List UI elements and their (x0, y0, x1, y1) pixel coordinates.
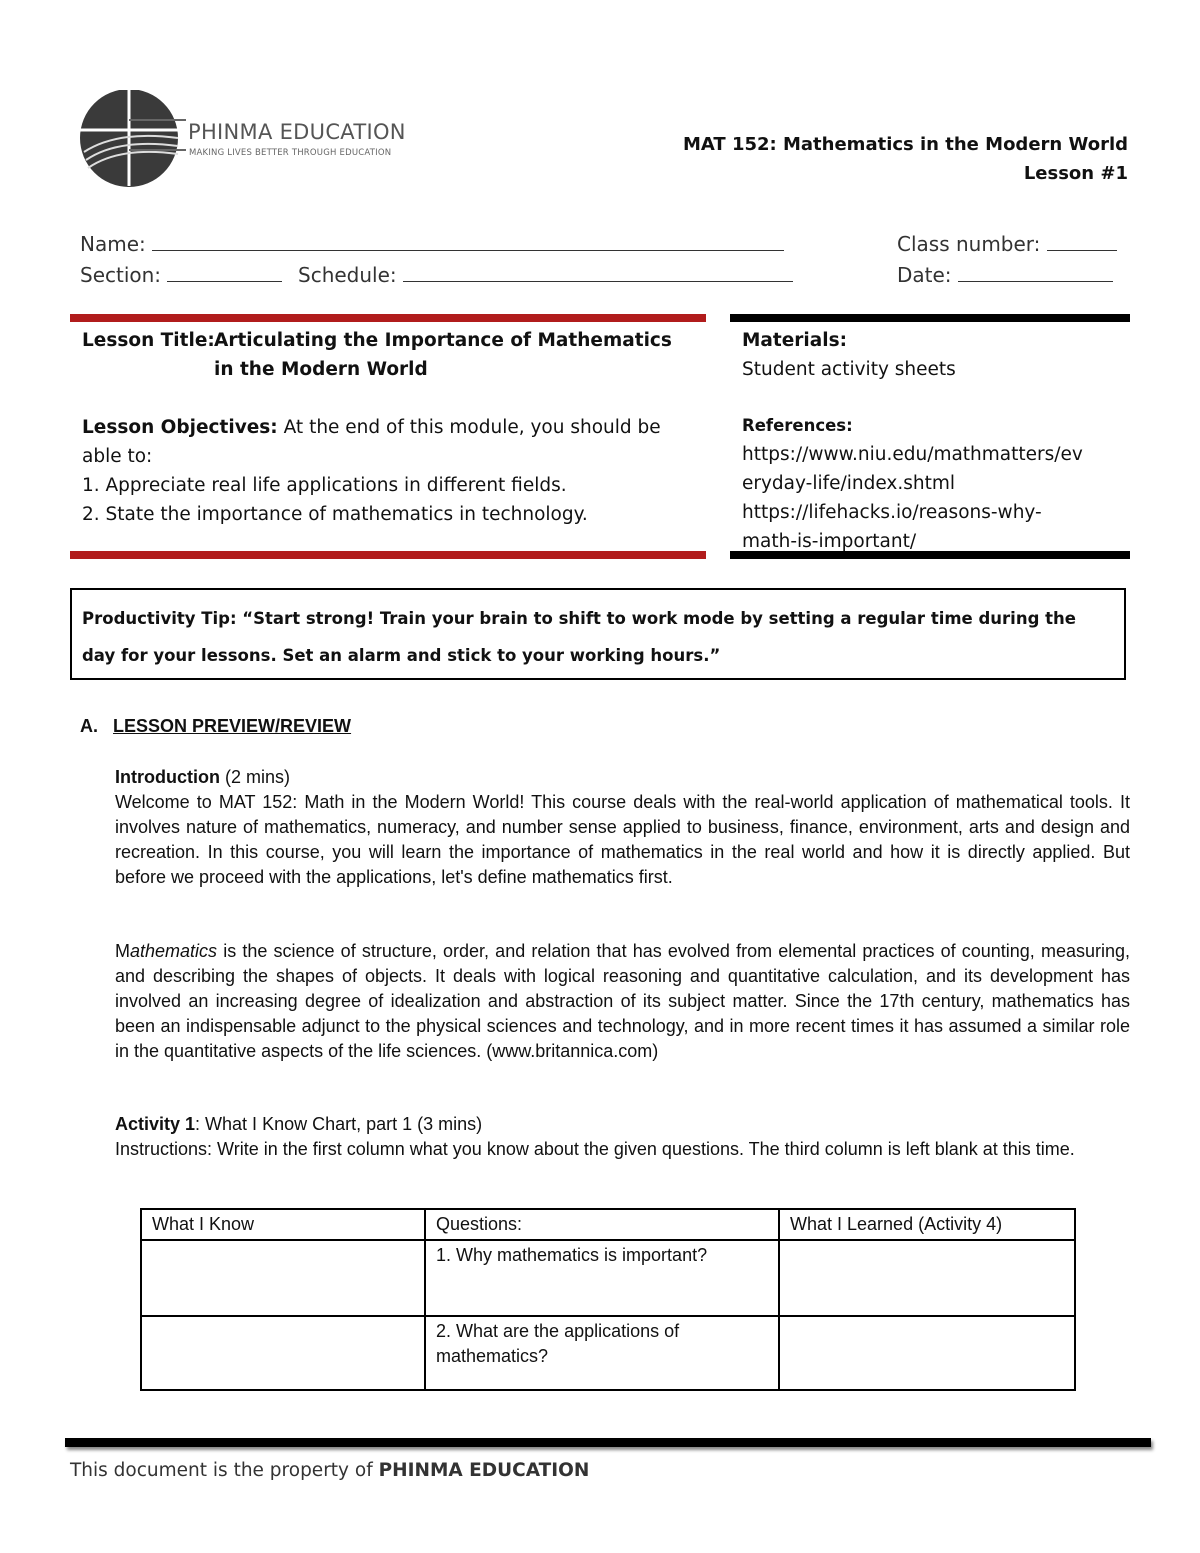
schedule-line[interactable] (403, 263, 793, 282)
objectives-label: Lesson Objectives: (82, 417, 278, 438)
activity-heading (115, 1112, 1130, 1137)
lesson-title-row (82, 326, 702, 355)
section-letter: A. (80, 716, 98, 736)
reference-link[interactable] (742, 440, 1122, 498)
table-cell: 2. What are the applications of mathematics? (425, 1316, 779, 1390)
section-field[interactable] (80, 263, 282, 287)
logo-tagline: MAKING LIVES BETTER THROUGH EDUCATION (189, 148, 392, 158)
date-line[interactable] (958, 263, 1113, 282)
name-line[interactable] (152, 232, 784, 251)
lesson-top-bar (70, 314, 706, 322)
reference-link-part[interactable]: https://lifehacks.io/reasons-why- (742, 502, 1042, 523)
section-heading (80, 716, 351, 737)
materials-info (742, 326, 1122, 556)
course-title: MAT 152: Mathematics in the Modern World (682, 134, 1128, 155)
activity-block (115, 1112, 1130, 1162)
class-number-label: Class number: (897, 232, 1041, 256)
materials-top-bar (730, 314, 1130, 322)
lesson-title: Articulating the Importance of Mathematics (214, 330, 672, 351)
introduction-heading (115, 765, 1130, 790)
footer-bar (65, 1438, 1151, 1447)
table-header: Questions: (425, 1209, 779, 1240)
materials-value: Student activity sheets (742, 359, 956, 380)
lesson-title-label: Lesson Title: (82, 330, 215, 351)
table-row (141, 1316, 1075, 1390)
date-field[interactable] (897, 263, 1113, 287)
objectives-intro: At the end of this module, you should be able to: (82, 417, 661, 467)
section-label: Section: (80, 263, 162, 287)
footer-text: This document is the property of (70, 1460, 379, 1481)
introduction-text: Welcome to MAT 152: Math in the Modern World! This course deals with the real-world application of mathematical tools. It involves nature of mathematics, numeracy, and number sense applied to business, finance, environment, arts and design and recreation. In this course, you will learn the importance of mathematics in the real world and how it is directly applied. But before we proceed with the applications, let's define mathematics first. (115, 792, 1130, 887)
footer (70, 1460, 589, 1481)
math-prefix: M (115, 941, 130, 961)
math-word: athematics (130, 941, 218, 961)
course-header (683, 130, 1128, 188)
class-number-field[interactable] (897, 232, 1117, 256)
references-label: References: (742, 416, 853, 435)
productivity-tip: Productivity Tip: “Start strong! Train your brain to shift to work mode by setting a regular time during the day for your lessons. Set an alarm and stick to your working hours.” (70, 588, 1126, 680)
date-label: Date: (897, 263, 952, 287)
lesson-objectives (82, 413, 702, 471)
activity-instructions: Instructions: Write in the first column what you know about the given questions. The third column is left blank at this time. (115, 1139, 1075, 1159)
schedule-field[interactable] (298, 263, 793, 287)
what-i-know-table (140, 1208, 1076, 1391)
lesson-bottom-bar (70, 551, 706, 559)
math-definition-text: is the science of structure, order, and relation that has evolved from elemental practices of counting, measuring, and describing the shapes of objects. It deals with logical reasoning and quantitative calculation, and its development has involved an increasing degree of idealization and abstraction of its subject matter. Since the 17th century, mathematics has been an indispensable adjunct to the physical sciences and technology, and in more recent times it has assumed a similar role in the quantitative aspects of the life sciences. (www.britannica.com) (115, 941, 1130, 1061)
table-cell: 1. Why mathematics is important? (425, 1240, 779, 1316)
introduction-block (115, 765, 1130, 890)
name-field[interactable] (80, 232, 784, 256)
table-header-row (141, 1209, 1075, 1240)
schedule-label: Schedule: (298, 263, 397, 287)
class-number-line[interactable] (1047, 232, 1117, 251)
reference-link[interactable] (742, 498, 1122, 556)
objective-item: 2. State the importance of mathematics in technology. (82, 504, 588, 525)
objective-item: 1. Appreciate real life applications in different fields. (82, 475, 567, 496)
table-cell-input[interactable] (141, 1316, 425, 1390)
lesson-title-cont: in the Modern World (214, 359, 428, 380)
mathematics-definition (115, 939, 1130, 1064)
introduction-time: (2 mins) (219, 767, 290, 787)
introduction-label: Introduction (115, 767, 220, 787)
name-label: Name: (80, 232, 146, 256)
table-cell-input[interactable] (779, 1240, 1075, 1316)
lesson-number: Lesson #1 (1023, 163, 1128, 184)
reference-link-part[interactable]: eryday-life/index.shtml (742, 473, 955, 494)
table-row (141, 1240, 1075, 1316)
section-line[interactable] (167, 263, 282, 282)
lesson-info (82, 326, 702, 529)
table-header: What I Learned (Activity 4) (779, 1209, 1075, 1240)
logo-name: PHINMA EDUCATION (188, 120, 406, 144)
reference-link-part[interactable]: https://www.niu.edu/mathmatters/ev (742, 444, 1083, 465)
section-title: LESSON PREVIEW/REVIEW (113, 716, 352, 736)
reference-link-part[interactable]: math-is-important/ (742, 531, 917, 552)
table-cell-input[interactable] (141, 1240, 425, 1316)
activity-title: : What I Know Chart, part 1 (3 mins) (195, 1114, 483, 1134)
materials-label: Materials: (742, 330, 847, 351)
footer-brand: PHINMA EDUCATION (378, 1460, 590, 1481)
activity-label: Activity 1 (115, 1114, 196, 1134)
table-cell-input[interactable] (779, 1316, 1075, 1390)
table-header: What I Know (141, 1209, 425, 1240)
